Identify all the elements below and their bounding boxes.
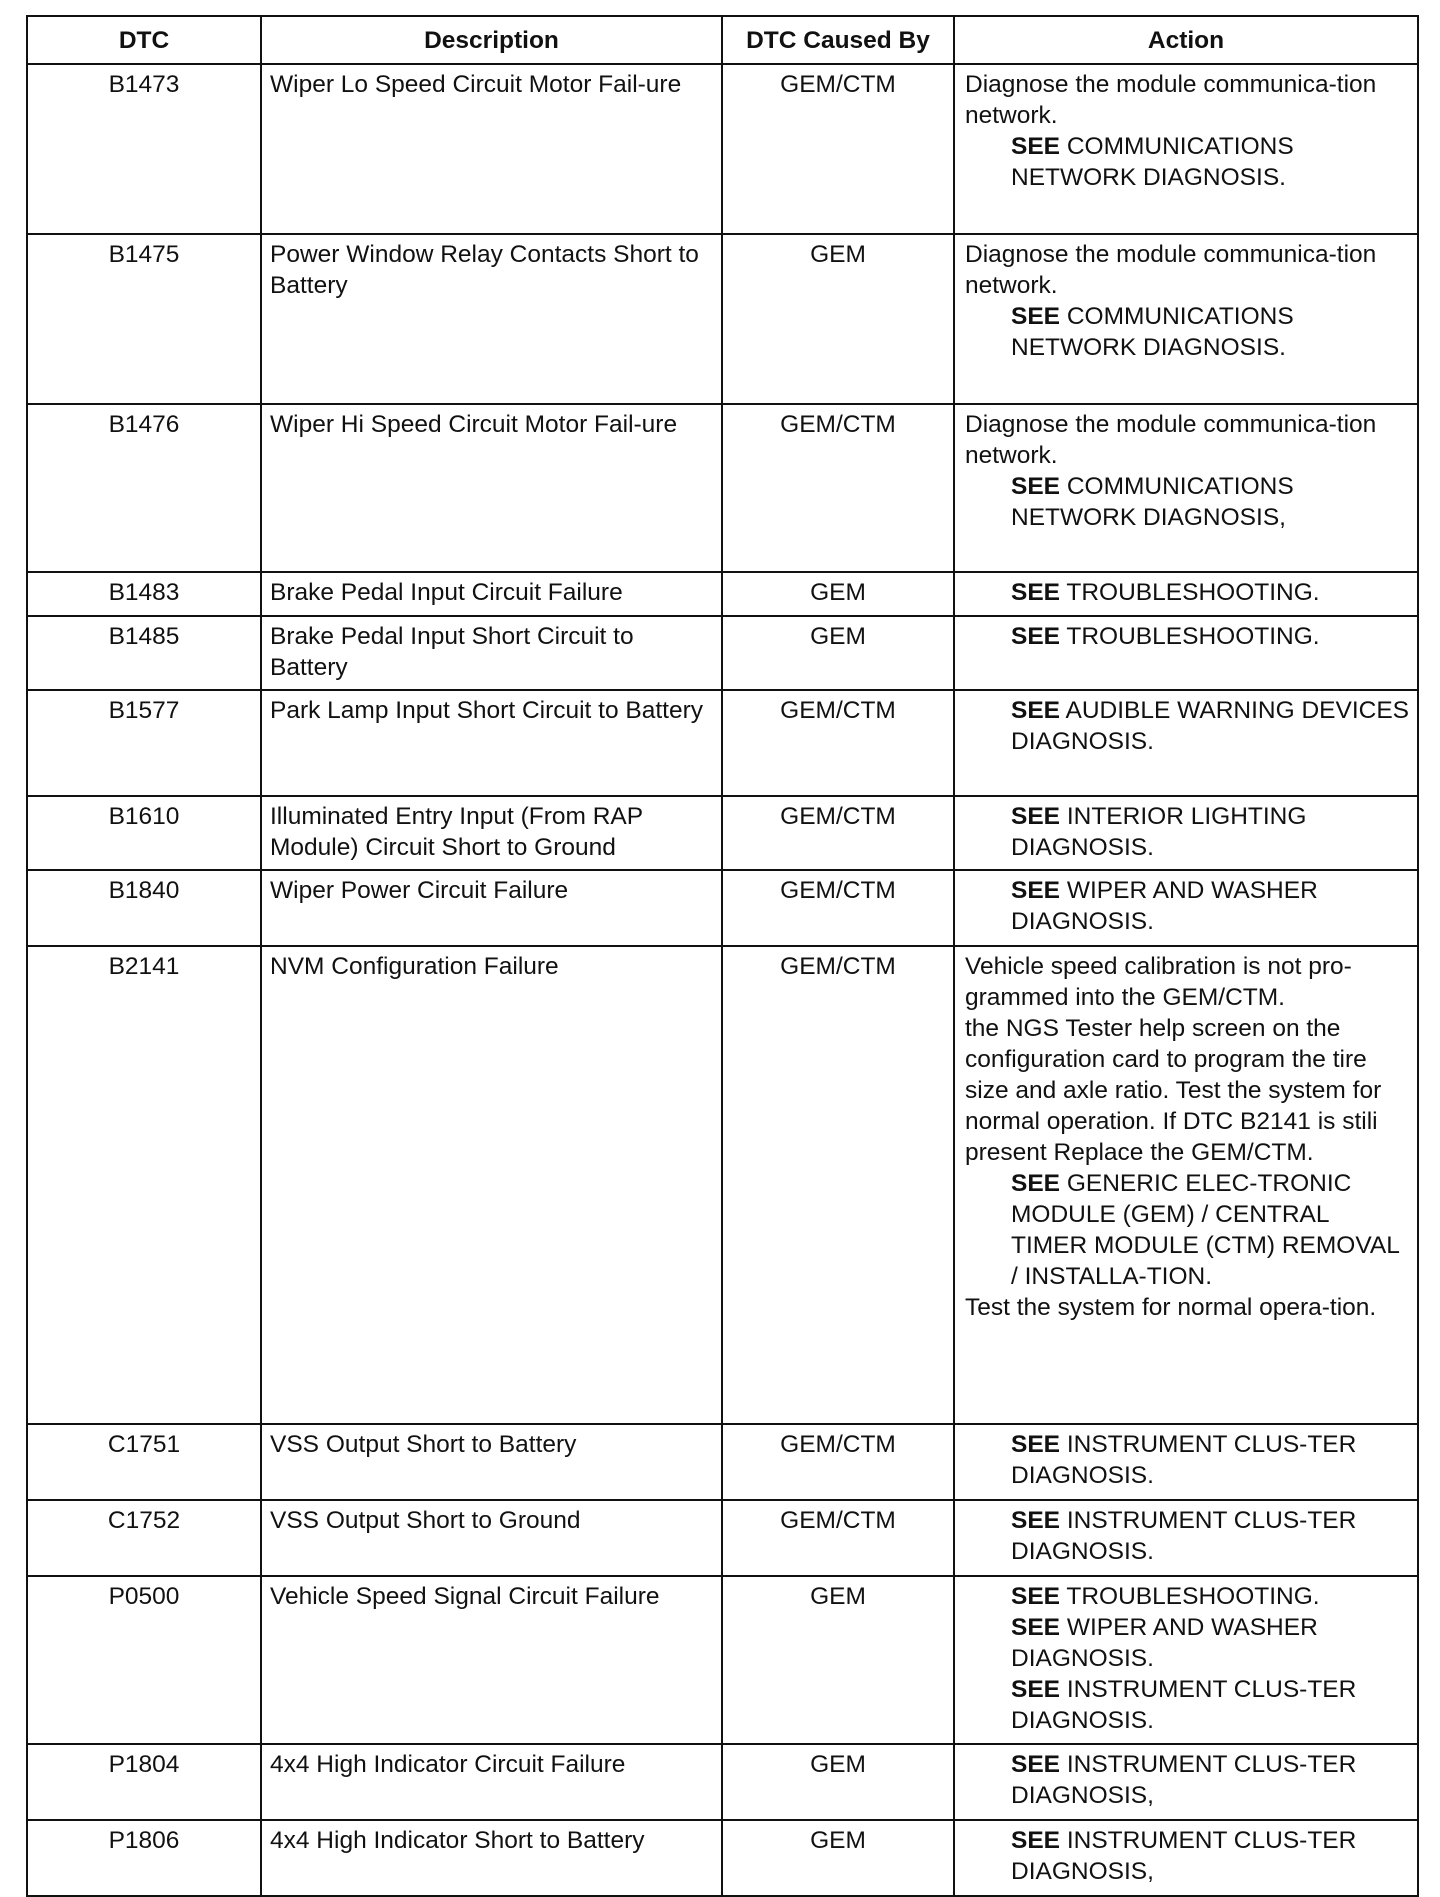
see-label: SEE [1011, 1170, 1061, 1197]
action-body: Diagnose the module communica-tion network. [965, 411, 1377, 469]
caused-by-cell: GEM/CTM [722, 404, 954, 572]
caused-by-cell: GEM [722, 234, 954, 404]
caused-by-cell: GEM/CTM [722, 1500, 954, 1576]
action-cell [954, 234, 1418, 404]
see-reference [965, 875, 1409, 937]
see-reference [965, 471, 1409, 533]
caused-by-cell: GEM/CTM [722, 796, 954, 870]
dtc-code-cell: P0500 [27, 1576, 261, 1744]
see-reference [965, 1429, 1409, 1491]
table-row [27, 234, 1418, 404]
action-body: COMMUNICATIONS NETWORK DIAGNOSIS. [1011, 133, 1294, 191]
action-body: AUDIBLE WARNING DEVICES DIAGNOSIS. [1011, 697, 1410, 755]
action-body: the NGS Tester help screen on the configuration card to program the tire size and axle ratio. Test the system for normal operation. If DTC B2141 is stili present Replace the GEM/CTM. [965, 1015, 1382, 1166]
see-label: SEE [1011, 1827, 1061, 1854]
action-text [965, 239, 1409, 301]
table-row [27, 404, 1418, 572]
see-reference [965, 621, 1409, 652]
action-body: Vehicle speed calibration is not pro-grammed into the GEM/CTM. [965, 953, 1352, 1011]
see-reference [965, 1674, 1409, 1736]
see-reference [965, 577, 1409, 608]
table-row [27, 946, 1418, 1424]
see-reference [965, 1505, 1409, 1567]
table-row [27, 1744, 1418, 1820]
caused-by-cell: GEM [722, 1820, 954, 1896]
see-label: SEE [1011, 1676, 1061, 1703]
see-label: SEE [1011, 133, 1061, 160]
caused-by-cell: GEM [722, 1744, 954, 1820]
see-label: SEE [1011, 697, 1061, 724]
description-cell: Wiper Hi Speed Circuit Motor Fail-ure [261, 404, 722, 572]
caused-by-cell: GEM/CTM [722, 946, 954, 1424]
see-reference [965, 801, 1409, 863]
action-cell [954, 616, 1418, 690]
see-reference [965, 1825, 1409, 1887]
action-body: INSTRUMENT CLUS-TER DIAGNOSIS. [1011, 1431, 1357, 1489]
description-cell: Wiper Power Circuit Failure [261, 870, 722, 946]
see-label: SEE [1011, 803, 1061, 830]
action-body: INSTRUMENT CLUS-TER DIAGNOSIS. [1011, 1676, 1357, 1734]
table-row [27, 1820, 1418, 1896]
table-row [27, 690, 1418, 796]
caused-by-cell: GEM/CTM [722, 690, 954, 796]
action-cell [954, 870, 1418, 946]
caused-by-cell: GEM [722, 616, 954, 690]
dtc-code-cell: B1610 [27, 796, 261, 870]
action-cell [954, 1500, 1418, 1576]
caused-by-cell: GEM/CTM [722, 1424, 954, 1500]
table-row [27, 616, 1418, 690]
caused-by-cell: GEM/CTM [722, 870, 954, 946]
action-body: Test the system for normal opera-tion. [965, 1294, 1377, 1321]
description-cell: 4x4 High Indicator Short to Battery [261, 1820, 722, 1896]
action-cell [954, 1744, 1418, 1820]
action-body: COMMUNICATIONS NETWORK DIAGNOSIS, [1011, 473, 1294, 531]
action-text [965, 1292, 1409, 1323]
description-cell: Park Lamp Input Short Circuit to Battery [261, 690, 722, 796]
dtc-code-cell: B1473 [27, 64, 261, 234]
see-label: SEE [1011, 1507, 1061, 1534]
description-cell: Wiper Lo Speed Circuit Motor Fail-ure [261, 64, 722, 234]
caused-by-cell: GEM [722, 1576, 954, 1744]
description-cell: Power Window Relay Contacts Short to Battery [261, 234, 722, 404]
action-body: Diagnose the module communica-tion network. [965, 241, 1377, 299]
see-reference [965, 1581, 1409, 1612]
dtc-code-cell: P1806 [27, 1820, 261, 1896]
table-header-row [27, 16, 1418, 64]
see-reference [965, 1612, 1409, 1674]
dtc-code-cell: B1476 [27, 404, 261, 572]
see-label: SEE [1011, 473, 1061, 500]
table-row [27, 1424, 1418, 1500]
action-cell [954, 796, 1418, 870]
action-body: TROUBLESHOOTING. [1060, 623, 1320, 650]
action-body: Diagnose the module communica-tion network. [965, 71, 1377, 129]
action-cell [954, 1424, 1418, 1500]
see-label: SEE [1011, 1583, 1061, 1610]
header-dtc: DTC [27, 16, 261, 64]
description-cell: Illuminated Entry Input (From RAP Module) Circuit Short to Ground [261, 796, 722, 870]
header-dtc-caused-by: DTC Caused By [722, 16, 954, 64]
action-cell [954, 64, 1418, 234]
action-body: WIPER AND WASHER DIAGNOSIS. [1011, 877, 1318, 935]
table-row [27, 572, 1418, 616]
see-reference [965, 1168, 1409, 1292]
description-cell: Brake Pedal Input Circuit Failure [261, 572, 722, 616]
see-label: SEE [1011, 1431, 1061, 1458]
description-cell: Brake Pedal Input Short Circuit to Battery [261, 616, 722, 690]
see-label: SEE [1011, 1751, 1061, 1778]
table-row [27, 64, 1418, 234]
description-cell: Vehicle Speed Signal Circuit Failure [261, 1576, 722, 1744]
see-label: SEE [1011, 623, 1061, 650]
action-text [965, 409, 1409, 471]
action-cell [954, 572, 1418, 616]
action-body: COMMUNICATIONS NETWORK DIAGNOSIS. [1011, 303, 1294, 361]
action-text [965, 1013, 1409, 1168]
see-reference [965, 131, 1409, 193]
header-description: Description [261, 16, 722, 64]
see-label: SEE [1011, 579, 1061, 606]
dtc-code-cell: C1752 [27, 1500, 261, 1576]
table-row [27, 796, 1418, 870]
dtc-code-cell: B1483 [27, 572, 261, 616]
dtc-table [26, 15, 1419, 1897]
header-action: Action [954, 16, 1418, 64]
dtc-code-cell: B1485 [27, 616, 261, 690]
action-cell [954, 690, 1418, 796]
table-row [27, 1576, 1418, 1744]
table-row [27, 1500, 1418, 1576]
description-cell: 4x4 High Indicator Circuit Failure [261, 1744, 722, 1820]
action-body: TROUBLESHOOTING. [1060, 579, 1320, 606]
dtc-code-cell: C1751 [27, 1424, 261, 1500]
see-label: SEE [1011, 303, 1061, 330]
action-text [965, 951, 1409, 1013]
table-body [27, 64, 1418, 1896]
see-label: SEE [1011, 877, 1061, 904]
action-cell [954, 404, 1418, 572]
action-cell [954, 1820, 1418, 1896]
action-body: INSTRUMENT CLUS-TER DIAGNOSIS, [1011, 1751, 1357, 1809]
action-body: INSTRUMENT CLUS-TER DIAGNOSIS, [1011, 1827, 1357, 1885]
action-body: INSTRUMENT CLUS-TER DIAGNOSIS. [1011, 1507, 1357, 1565]
action-cell [954, 946, 1418, 1424]
see-reference [965, 695, 1409, 757]
dtc-code-cell: B2141 [27, 946, 261, 1424]
action-body: INTERIOR LIGHTING DIAGNOSIS. [1011, 803, 1307, 861]
see-reference [965, 1749, 1409, 1811]
action-body: TROUBLESHOOTING. [1060, 1583, 1320, 1610]
table-row [27, 870, 1418, 946]
caused-by-cell: GEM [722, 572, 954, 616]
dtc-code-cell: B1475 [27, 234, 261, 404]
description-cell: VSS Output Short to Battery [261, 1424, 722, 1500]
document-page [26, 15, 1419, 1897]
dtc-code-cell: P1804 [27, 1744, 261, 1820]
dtc-code-cell: B1577 [27, 690, 261, 796]
caused-by-cell: GEM/CTM [722, 64, 954, 234]
action-text [965, 69, 1409, 131]
see-label: SEE [1011, 1614, 1061, 1641]
see-reference [965, 301, 1409, 363]
action-body: WIPER AND WASHER DIAGNOSIS. [1011, 1614, 1318, 1672]
action-cell [954, 1576, 1418, 1744]
action-body: GENERIC ELEC-TRONIC MODULE (GEM) / CENTRAL TIMER MODULE (CTM) REMOVAL / INSTALLA-TION. [1011, 1170, 1399, 1290]
description-cell: VSS Output Short to Ground [261, 1500, 722, 1576]
description-cell: NVM Configuration Failure [261, 946, 722, 1424]
dtc-code-cell: B1840 [27, 870, 261, 946]
